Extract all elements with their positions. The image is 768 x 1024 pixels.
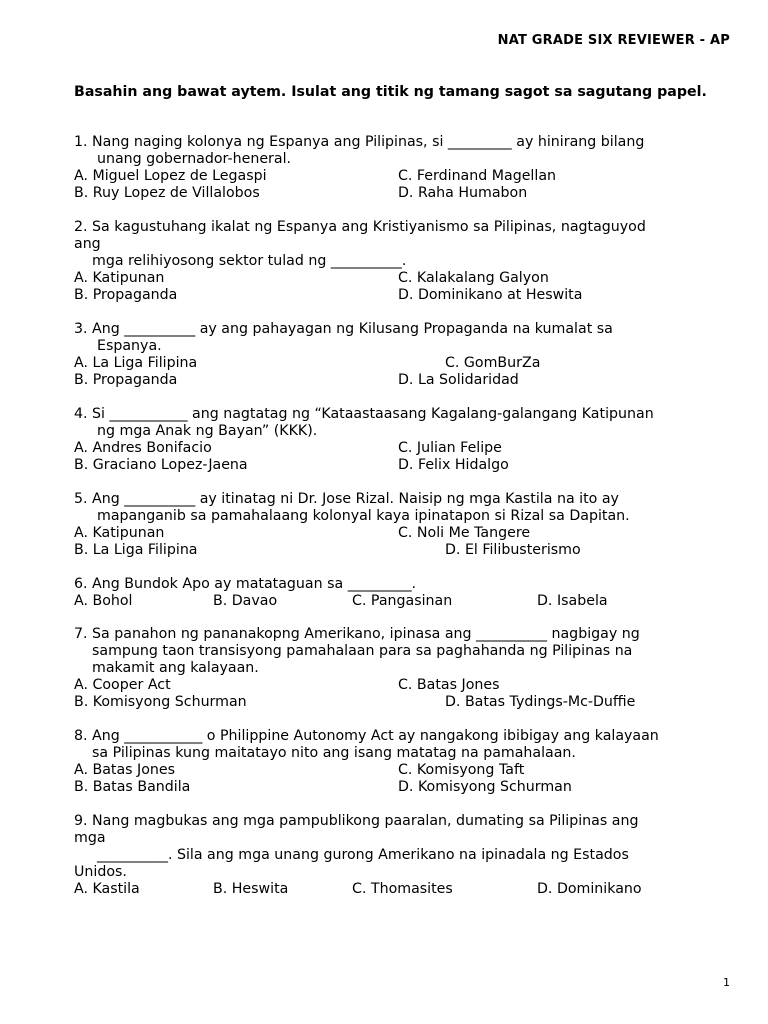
q8-option-c: C. Komisyong Taft [398,762,525,778]
q5-line-1: 5. Ang __________ ay itinatag ni Dr. Jose Rizal. Naisip ng mga Kastila na ito ay [74,491,619,507]
q1-line-1: 1. Nang naging kolonya ng Espanya ang Pilipinas, si _________ ay hinirang bilang [74,134,645,150]
q4-option-b: B. Graciano Lopez-Jaena [74,457,248,473]
q9-option-b: B. Heswita [213,881,289,897]
q7-line-1: 7. Sa panahon ng pananakopng Amerikano, ipinasa ang __________ nagbigay ng [74,626,640,642]
q6-option-c: C. Pangasinan [352,593,453,609]
q2-line-1: 2. Sa kagustuhang ikalat ng Espanya ang Kristiyanismo sa Pilipinas, nagtaguyod [74,219,646,235]
q5-line-2: mapanganib sa pamahalaang kolonyal kaya ipinatapon si Rizal sa Dapitan. [97,508,630,524]
q7-option-d: D. Batas Tydings-Mc-Duffie [445,694,636,710]
q9-line-3: __________. Sila ang mga unang gurong Amerikano na ipinadala ng Estados [97,847,629,863]
q4-line-2: ng mga Anak ng Bayan” (KKK). [97,423,318,439]
q3-option-b: B. Propaganda [74,372,178,388]
q9-line-4: Unidos. [74,864,127,880]
q7-option-c: C. Batas Jones [398,677,500,693]
q7-option-a: A. Cooper Act [74,677,171,693]
q3-option-c: C. GomBurZa [445,355,541,371]
q7-line-2: sampung taon transisyong pamahalaan para sa paghahanda ng Pilipinas na [92,643,633,659]
q2-line-3: mga relihiyosong sektor tulad ng __________. [92,253,407,269]
q2-option-b: B. Propaganda [74,287,178,303]
q9-option-d: D. Dominikano [537,881,642,897]
q9-line-2: mga [74,830,106,846]
q9-option-a: A. Kastila [74,881,140,897]
q3-option-a: A. La Liga Filipina [74,355,198,371]
q9-option-c: C. Thomasites [352,881,453,897]
q3-line-2: Espanya. [97,338,162,354]
q3-option-d: D. La Solidaridad [398,372,519,388]
q2-option-d: D. Dominikano at Heswita [398,287,583,303]
q6-option-b: B. Davao [213,593,278,609]
q2-option-a: A. Katipunan [74,270,165,286]
q6-line-1: 6. Ang Bundok Apo ay matataguan sa _________. [74,576,417,592]
page-number: 1 [723,976,730,989]
q6-option-a: A. Bohol [74,593,133,609]
q8-line-2: sa Pilipinas kung maitatayo nito ang isang matatag na pamahalaan. [92,745,576,761]
q9-line-1: 9. Nang magbukas ang mga pampublikong paaralan, dumating sa Pilipinas ang [74,813,639,829]
q4-option-c: C. Julian Felipe [398,440,502,456]
document-header: NAT GRADE SIX REVIEWER - AP [497,33,730,48]
q6-option-d: D. Isabela [537,593,608,609]
q7-line-3: makamit ang kalayaan. [92,660,259,676]
q1-option-d: D. Raha Humabon [398,185,528,201]
q5-option-d: D. El Filibusterismo [445,542,581,558]
q5-option-a: A. Katipunan [74,525,165,541]
q3-line-1: 3. Ang __________ ay ang pahayagan ng Kilusang Propaganda na kumalat sa [74,321,613,337]
q1-option-b: B. Ruy Lopez de Villalobos [74,185,260,201]
q1-option-a: A. Miguel Lopez de Legaspi [74,168,267,184]
q7-option-b: B. Komisyong Schurman [74,694,247,710]
q8-option-b: B. Batas Bandila [74,779,191,795]
q8-option-d: D. Komisyong Schurman [398,779,572,795]
q8-option-a: A. Batas Jones [74,762,176,778]
q8-line-1: 8. Ang ___________ o Philippine Autonomy Act ay nangakong ibibigay ang kalayaan [74,728,659,744]
q1-option-c: C. Ferdinand Magellan [398,168,557,184]
q2-line-2: ang [74,236,101,252]
q4-line-1: 4. Si ___________ ang nagtatag ng “Kataastaasang Kagalang-galangang Katipunan [74,406,654,422]
q1-line-2: unang gobernador-heneral. [97,151,292,167]
q2-option-c: C. Kalakalang Galyon [398,270,549,286]
q5-option-b: B. La Liga Filipina [74,542,198,558]
q4-option-d: D. Felix Hidalgo [398,457,509,473]
q4-option-a: A. Andres Bonifacio [74,440,212,456]
q5-option-c: C. Noli Me Tangere [398,525,531,541]
instructions: Basahin ang bawat aytem. Isulat ang titik ng tamang sagot sa sagutang papel. [74,84,707,100]
